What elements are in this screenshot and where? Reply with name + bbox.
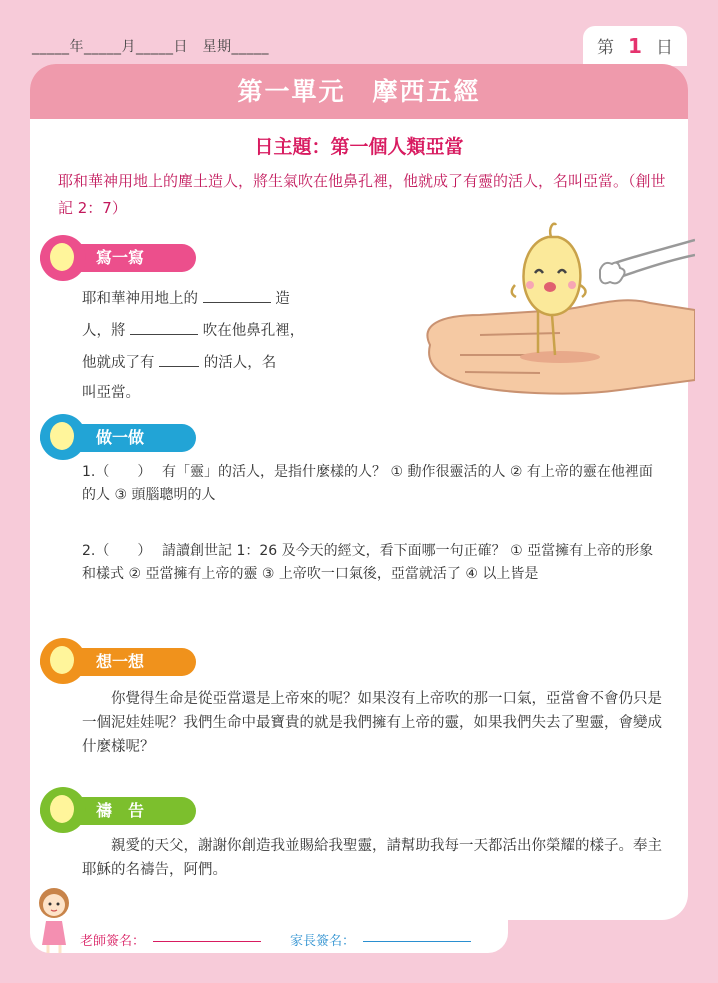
write-line-4: 叫亞當。 — [82, 385, 140, 401]
thinking-kid-icon — [40, 638, 86, 684]
parent-signature-line[interactable] — [363, 941, 471, 942]
bible-verse: 耶和華神用地上的塵土造人，將生氣吹在他鼻孔裡，他就成了有靈的活人，名叫亞當。（創世記 2：7） — [58, 172, 666, 217]
section-think-label: 想一想 — [40, 648, 196, 676]
paper-kid-icon — [40, 414, 86, 460]
teacher-signature-line[interactable] — [153, 941, 261, 942]
pray-paragraph: 親愛的天父，謝謝你創造我並賜給我聖靈，請幫助我每一天都活出你榮耀的樣子。奉主耶穌的名禱告，阿們。 — [82, 838, 662, 878]
fill-blank-1[interactable] — [203, 290, 271, 303]
day-suffix: 日 — [655, 38, 673, 58]
section-pray-label: 禱 告 — [40, 797, 196, 825]
hand-with-chick-illustration — [420, 215, 695, 400]
think-paragraph: 你覺得生命是從亞當還是上帝來的呢？如果沒有上帝吹的那一口氣，亞當會不會仍只是一個泥娃娃呢？我們生命中最寶貴的就是我們擁有上帝的靈，如果我們失去了聖靈，會變成什麼樣呢？ — [82, 691, 662, 755]
write-line-1: 耶和華神用地上的 造 — [82, 291, 290, 307]
question-2: 2.（ ） 請讀創世記 1：26 及今天的經文，看下面哪一句正確？ ① 亞當擁有上帝的形象和樣式 ② 亞當擁有上帝的靈 ③ 上帝吹一口氣後，亞當就活了 ④ 以上皆是 — [82, 543, 654, 582]
pencil-kid-icon — [40, 235, 86, 281]
parent-signature: 家長簽名： — [290, 930, 471, 949]
day-number: 1 — [628, 34, 642, 58]
write-line-2: 人，將 吹在他鼻孔裡， — [82, 323, 305, 339]
fill-blank-3[interactable] — [159, 354, 199, 367]
teacher-signature: 老師簽名： — [80, 930, 261, 949]
question-1: 1.（ ） 有「靈」的活人，是指什麼樣的人？ ① 動作很靈活的人 ② 有上帝的靈在他裡面的人 ③ 頭腦聰明的人 — [82, 464, 653, 503]
girl-illustration — [32, 885, 76, 953]
unit-title: 第一單元 摩西五經 — [30, 64, 688, 119]
write-line-3: 他就成了有 的活人，名 — [82, 355, 277, 371]
date-line: _____年_____月_____日 星期_____ — [32, 39, 269, 55]
section-do-label: 做一做 — [40, 424, 196, 452]
day-prefix: 第 — [597, 38, 615, 58]
section-write-label: 寫一寫 — [40, 244, 196, 272]
day-theme: 日主題：第一個人類亞當 — [254, 136, 464, 158]
day-tab — [583, 26, 687, 66]
praying-kid-icon — [40, 787, 86, 833]
fill-blank-2[interactable] — [130, 322, 198, 335]
